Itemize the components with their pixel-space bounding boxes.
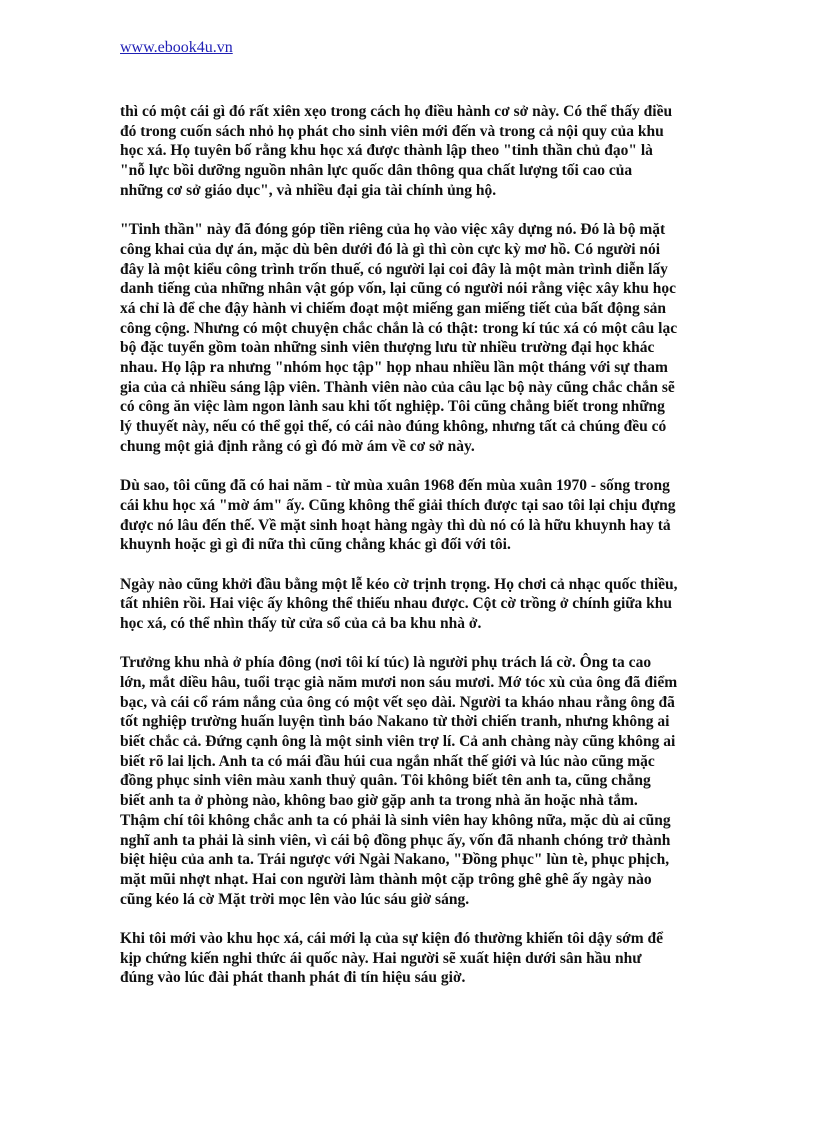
text-line: công cộng. Nhưng có một chuyện chắc chắn là có thật: trong kí túc xá có một câu lạc xyxy=(120,319,678,337)
text-line: đồng phục sinh viên màu xanh thuỷ quân. Tôi không biết tên anh ta, cũng chẳng xyxy=(120,772,651,790)
text-line: lý thuyết này, nếu có thể gọi thế, có cái nào đúng không, nhưng tất cả chúng đều có xyxy=(120,418,667,436)
text-line: đó trong cuốn sách nhỏ họ phát cho sinh viên mới đến và trong cả nội quy của khu xyxy=(120,122,664,140)
text-line: khuynh hoặc gì gì đi nữa thì cũng chẳng khác gì đối với tôi. xyxy=(120,536,511,554)
text-line: "nỗ lực bồi dưỡng nguồn nhân lực quốc dân thông qua chất lượng tối cao của xyxy=(120,162,633,180)
header-website-link[interactable]: www.ebook4u.vn xyxy=(120,39,233,56)
text-line: Dù sao, tôi cũng đã có hai năm - từ mùa xuân 1968 đến mùa xuân 1970 - sống trong xyxy=(120,477,670,495)
text-line: được nó lâu đến thế. Về mặt sinh hoạt hàng ngày thì dù nó có là hữu khuynh hay tả xyxy=(120,516,671,534)
text-line: mặt mũi nhợt nhạt. Hai con người làm thành một cặp trông ghê ghê ấy ngày nào xyxy=(120,870,652,888)
document-body xyxy=(120,102,700,1008)
text-line: học xá, có thể nhìn thấy từ cửa sổ của cả ba khu nhà ở. xyxy=(120,614,482,632)
paragraph-4 xyxy=(120,575,700,634)
text-line: nhau. Họ lập ra nhưng "nhóm học tập" họp nhau nhiều lần một tháng với sự tham xyxy=(120,359,668,377)
text-line: đúng vào lúc đài phát thanh phát đi tín hiệu sáu giờ. xyxy=(120,969,466,987)
text-line: biết chắc cả. Đứng cạnh ông là một sinh viên trợ lí. Cả anh chàng này cũng không ai xyxy=(120,733,676,751)
text-line: chung một giả định rằng có gì đó mờ ám về cơ sở này. xyxy=(120,437,475,455)
text-line: gia của cả nhiều sáng lập viên. Thành viên nào của câu lạc bộ này cũng chắc chắn sẽ xyxy=(120,378,675,396)
paragraph-5 xyxy=(120,653,700,909)
text-line: "Tinh thần" này đã đóng góp tiền riêng của họ vào việc xây dựng nó. Đó là bộ mặt xyxy=(120,221,666,239)
paragraph-1 xyxy=(120,102,700,201)
text-line: lớn, mắt diều hâu, tuổi trạc già năm mươi non sáu mươi. Mớ tóc xù của ông đã điểm xyxy=(120,673,678,691)
text-line: kịp chứng kiến nghi thức ái quốc này. Hai người sẽ xuất hiện dưới sân hầu như xyxy=(120,949,642,967)
text-line: biết rõ lai lịch. Anh ta có mái đầu húi cua ngắn nhất thế giới và lúc nào cũng mặc xyxy=(120,752,655,770)
text-line: đây là một kiểu công trình trốn thuế, có người lại coi đây là một màn trình diễn lấy xyxy=(120,260,668,278)
text-line: học xá. Họ tuyên bố rằng khu học xá được thành lập theo "tinh thần chủ đạo" là xyxy=(120,142,653,160)
text-line: bạc, và cái cổ rám nắng của ông có một vết sẹo dài. Người ta kháo nhau rằng ông đã xyxy=(120,693,675,711)
text-line: tốt nghiệp trường huấn luyện tình báo Nakano từ thời chiến tranh, nhưng không ai xyxy=(120,713,670,731)
text-line: cái khu học xá "mờ ám" ấy. Cũng không thể giải thích được tại sao tôi lại chịu đựng xyxy=(120,496,676,514)
text-line: có công ăn việc làm ngon lành sau khi tốt nghiệp. Tôi cũng chẳng biết trong những xyxy=(120,398,665,416)
text-line: nghĩ anh ta phải là sinh viên, vì cái bộ đồng phục ấy, vốn đã nhanh chóng trở thành xyxy=(120,831,671,849)
text-line: xá chỉ là để che đậy hành vi chiếm đoạt một miếng gan miếng tiết của bất động sản xyxy=(120,299,666,317)
text-line: danh tiếng của những nhân vật góp vốn, lại cũng có người nói rằng việc xây khu học xyxy=(120,280,677,298)
text-line: Thậm chí tôi không chắc anh ta có phải là sinh viên hay không nữa, mặc dù ai cũng xyxy=(120,811,671,829)
paragraph-2 xyxy=(120,220,700,456)
paragraph-6 xyxy=(120,929,700,988)
text-line: bộ đặc tuyển gồm toàn những sinh viên thượng lưu từ nhiều trường đại học khác xyxy=(120,339,655,357)
text-line: cũng kéo lá cờ Mặt trời mọc lên vào lúc sáu giờ sáng. xyxy=(120,890,470,908)
text-line: tất nhiên rồi. Hai việc ấy không thể thiếu nhau được. Cột cờ trồng ở chính giữa khu xyxy=(120,595,673,613)
paragraph-3 xyxy=(120,476,700,555)
text-line: biết anh ta ở phòng nào, không bao giờ gặp anh ta trong nhà ăn hoặc nhà tắm. xyxy=(120,792,638,810)
text-line: những cơ sở giáo dục", và nhiều đại gia tài chính ủng hộ. xyxy=(120,181,497,199)
text-line: Ngày nào cũng khởi đầu bằng một lễ kéo cờ trịnh trọng. Họ chơi cả nhạc quốc thiều, xyxy=(120,575,678,593)
text-line: Khi tôi mới vào khu học xá, cái mới lạ của sự kiện đó thường khiến tôi dậy sớm để xyxy=(120,929,663,947)
text-line: Trưởng khu nhà ở phía đông (nơi tôi kí túc) là người phụ trách lá cờ. Ông ta cao xyxy=(120,654,652,672)
text-line: biệt hiệu của anh ta. Trái ngược với Ngài Nakano, "Đồng phục" lùn tè, phục phịch, xyxy=(120,851,670,869)
text-line: thì có một cái gì đó rất xiên xẹo trong cách họ điều hành cơ sở này. Có thể thấy điều xyxy=(120,103,673,120)
text-line: công khai của dự án, mặc dù bên dưới đó là gì thì còn cực kỳ mơ hồ. Có người nói xyxy=(120,240,661,258)
